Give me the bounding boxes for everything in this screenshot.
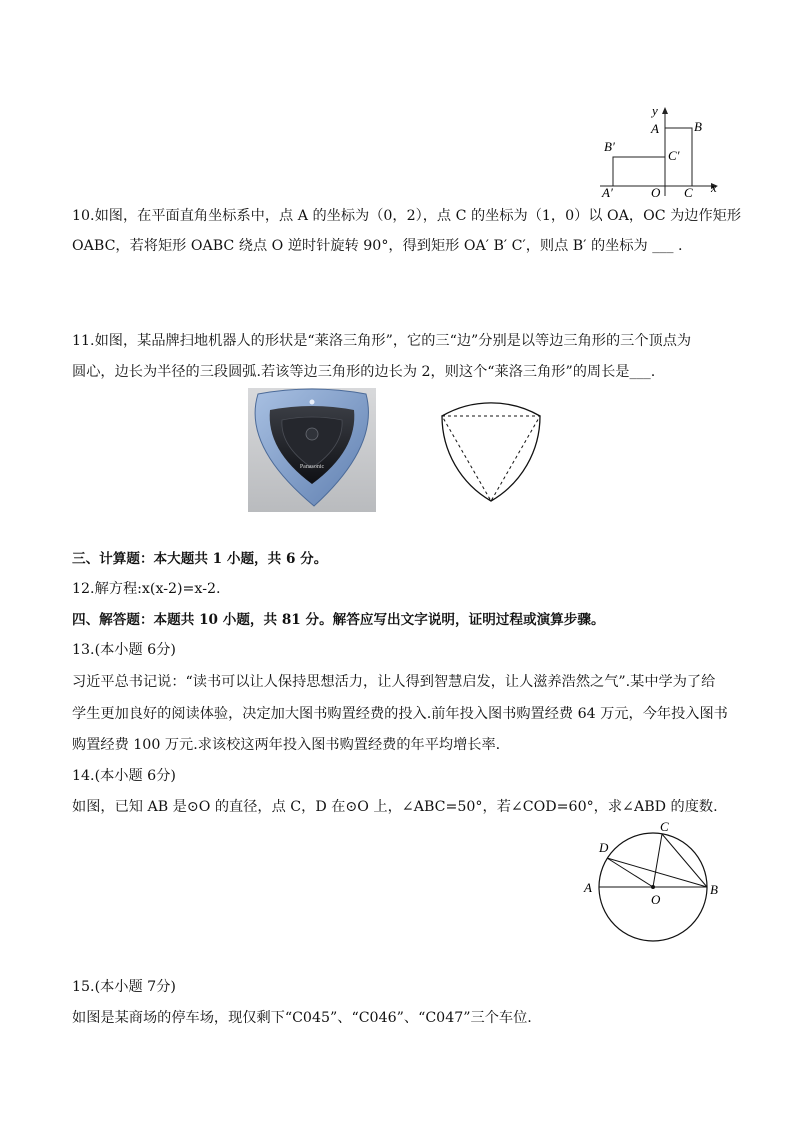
q10-label-a: A	[651, 121, 659, 136]
q13-text-line3: 购置经费 100 万元.求该校这两年投入图书购置经费的年平均增长率.	[72, 737, 501, 753]
q13-text-line2: 学生更加良好的阅读体验，决定加大图书购置经费的投入.前年投入图书购置经费 64 万元，今年投入图书	[72, 706, 728, 722]
reuleaux-triangle-figure	[432, 398, 552, 510]
q14-label-a: A	[584, 880, 592, 895]
robot-vacuum-photo	[248, 388, 376, 512]
q10-label-c-prime: C′	[668, 148, 680, 163]
robot-brand-label: Panasonic	[299, 464, 325, 470]
q15-text-line1: 如图是某商场的停车场，现仅剩下“C045”、“C046”、“C047”三个车位.	[72, 1010, 532, 1026]
q14-text-line1: 如图，已知 AB 是⊙O 的直径，点 C，D 在⊙O 上，∠ABC=50°，若∠COD=60°，求∠ABD 的度数.	[72, 799, 718, 815]
q10-label-b: B	[694, 119, 702, 134]
q11-text-line1: 11.如图，某品牌扫地机器人的形状是“莱洛三角形”，它的三“边”分别是以等边三角形的三个顶点为	[72, 333, 692, 349]
q11-text-line2: 圆心，边长为半径的三段圆弧.若该等边三角形的边长为 2，则这个“莱洛三角形”的周长是___.	[72, 364, 656, 380]
section3-heading: 三、计算题：本大题共 1 小题，共 6 分。	[72, 551, 328, 567]
q10-label-c: C	[684, 185, 693, 200]
q13-text-line1: 习近平总书记说：“读书可以让人保持思想活力，让人得到智慧启发，让人滋养浩然之气”.某中学为了给	[72, 674, 716, 690]
q14-header: 14.(本小题 6分)	[72, 768, 176, 784]
q14-label-o: O	[651, 892, 661, 907]
q13-header: 13.(本小题 6分)	[72, 642, 176, 658]
q10-text-line1: 10.如图，在平面直角坐标系中，点 A 的坐标为（0，2），点 C 的坐标为（1，0）以 OA，OC 为边作矩形	[72, 208, 742, 224]
q10-label-a-prime: A′	[602, 185, 613, 200]
q10-coordinate-figure	[596, 100, 726, 200]
q14-circle-figure	[578, 818, 728, 948]
q15-header: 15.(本小题 7分)	[72, 979, 176, 995]
q10-label-x: x	[711, 180, 717, 195]
q10-text-line2: OABC，若将矩形 OABC 绕点 O 逆时针旋转 90°，得到矩形 OA′ B′ C′，则点 B′ 的坐标为 ___ .	[72, 238, 683, 254]
q10-label-y: y	[652, 103, 658, 118]
q10-label-b-prime: B′	[604, 139, 615, 154]
section4-heading: 四、解答题：本题共 10 小题，共 81 分。解答应写出文字说明，证明过程或演算步骤。	[72, 612, 605, 628]
q14-label-b: B	[710, 882, 718, 897]
q12-text: 12.解方程:x(x-2)=x-2.	[72, 581, 221, 597]
q14-label-c: C	[660, 819, 669, 834]
q14-label-d: D	[599, 840, 609, 855]
q10-label-o: O	[651, 185, 661, 200]
